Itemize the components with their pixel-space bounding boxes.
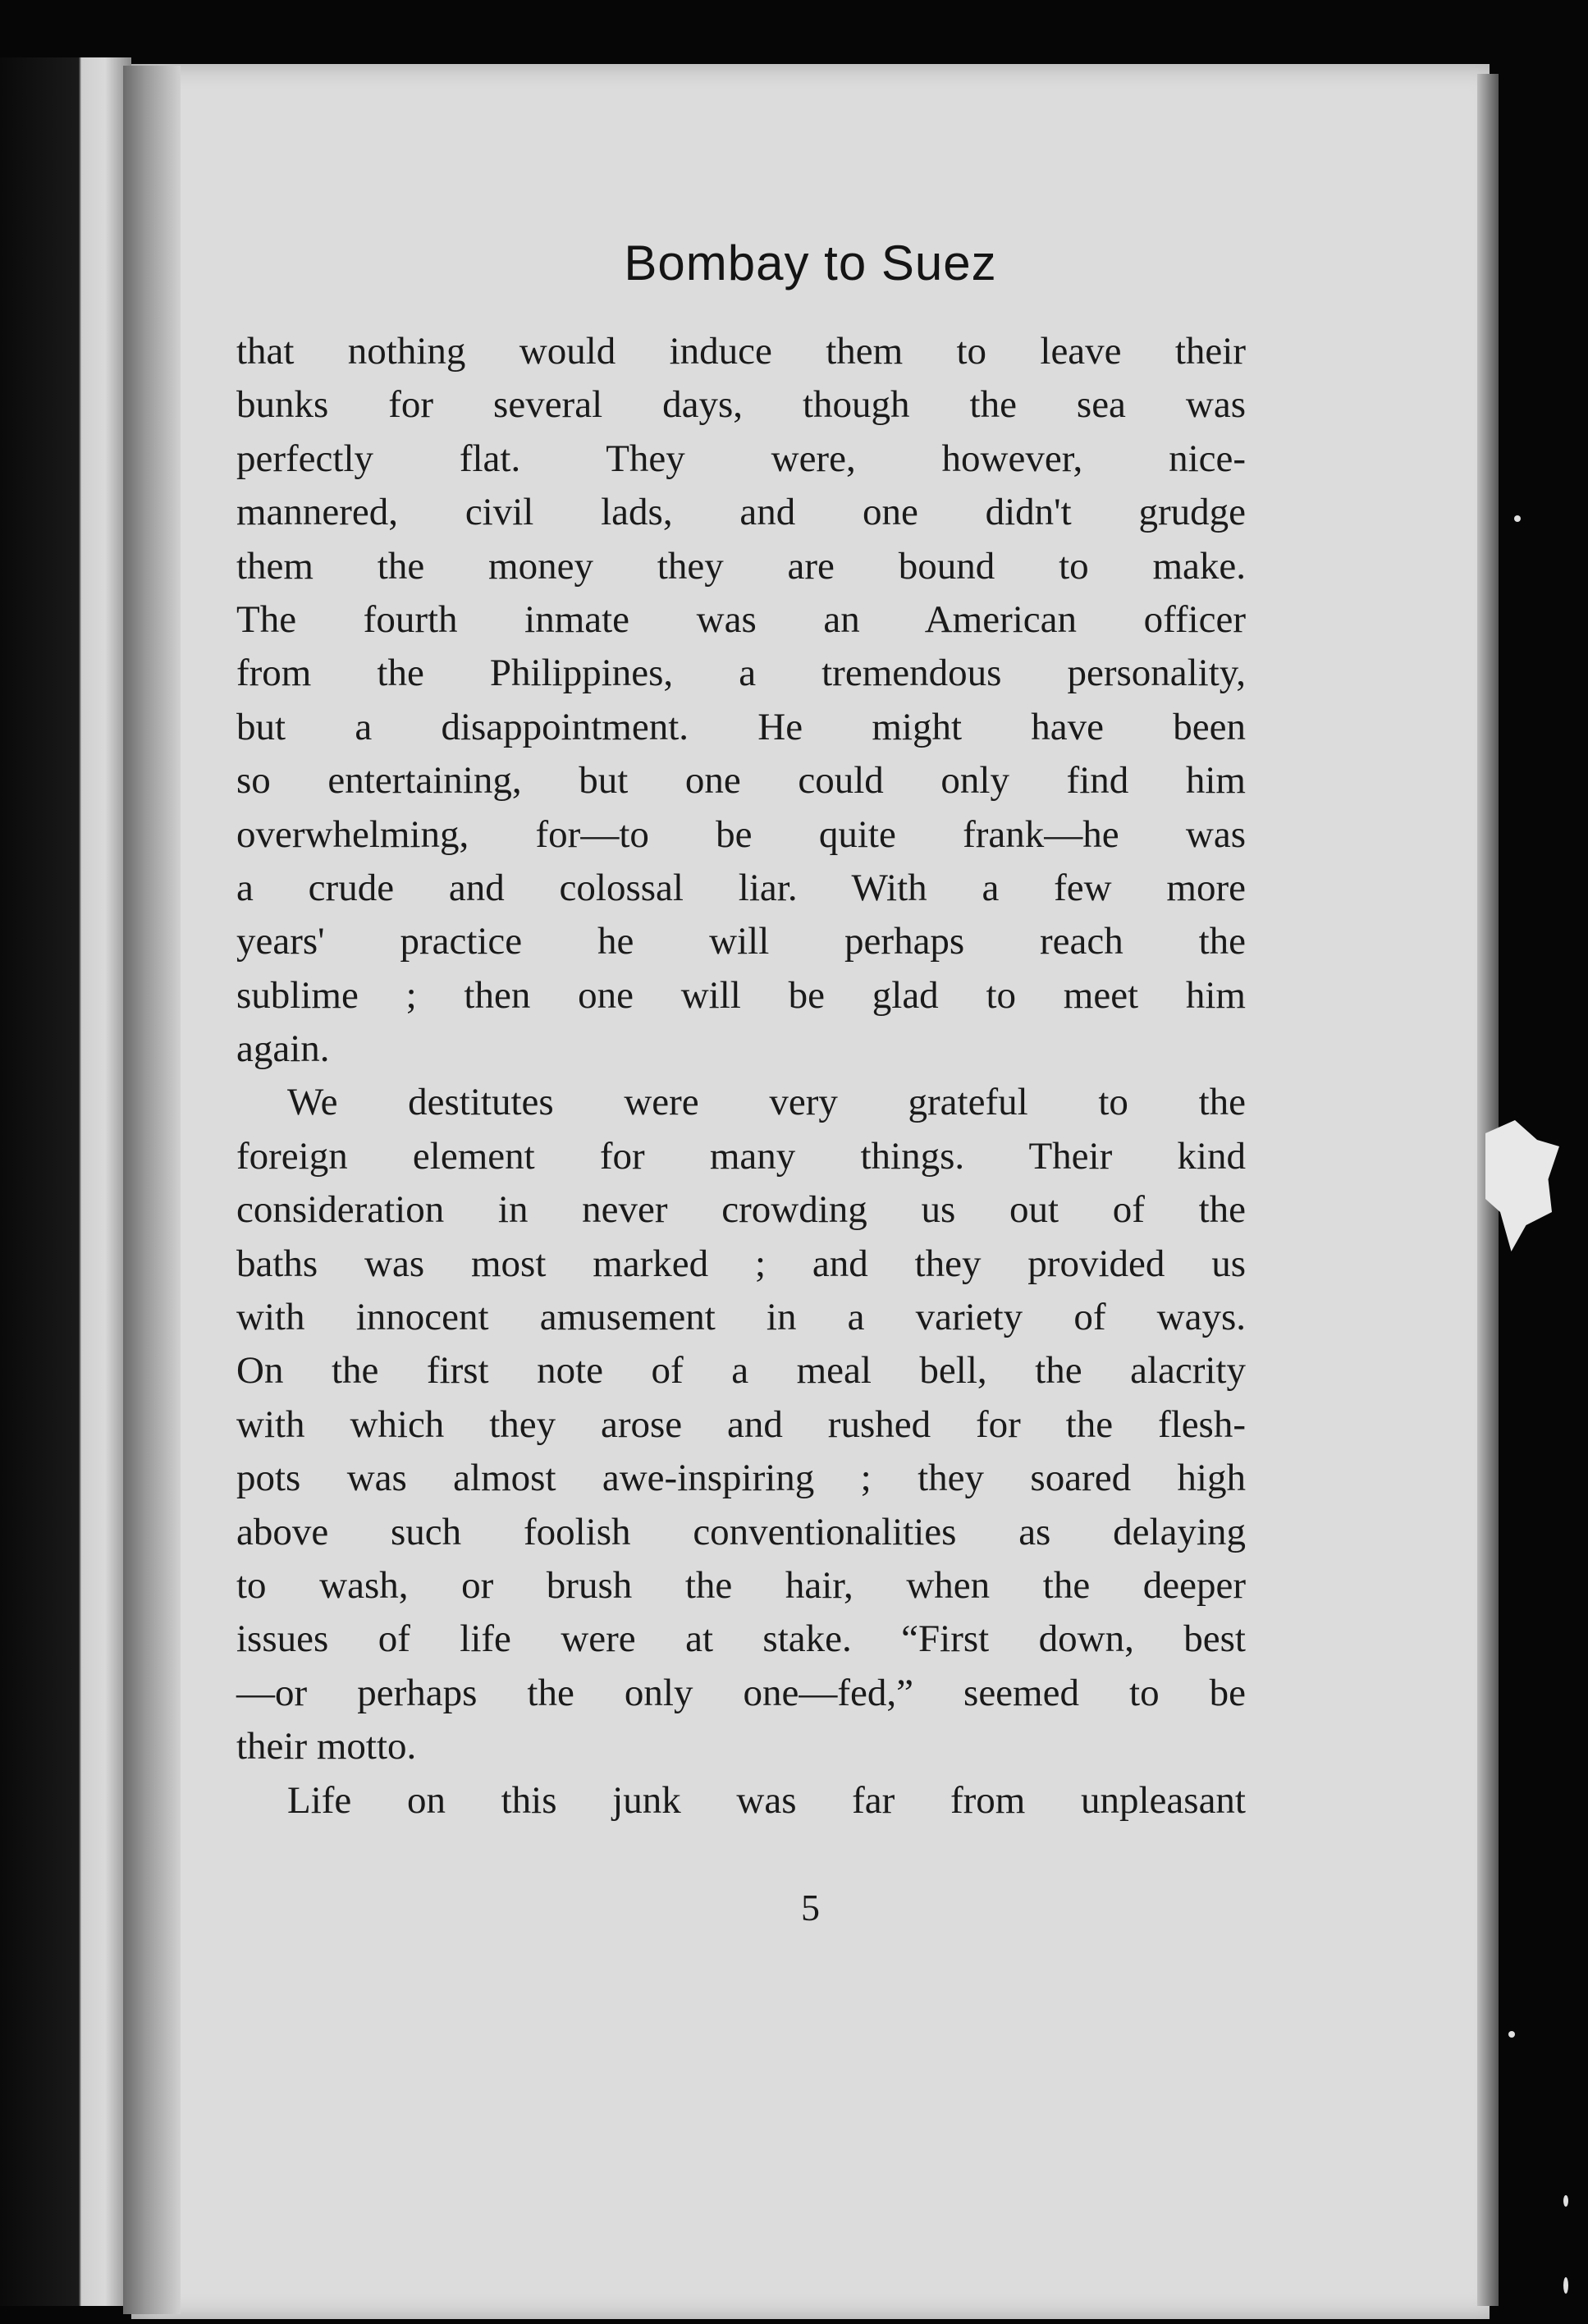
text-line: so entertaining, but one could only find him — [236, 759, 1246, 803]
page-number: 5 — [801, 1887, 820, 1928]
text-line: mannered, civil lads, and one didn't grudge — [236, 491, 1246, 534]
text-line: perfectly flat. They were, however, nice- — [236, 437, 1246, 480]
text-line: them the money they are bound to make. — [236, 544, 1246, 588]
text-line: with which they arose and rushed for the flesh- — [236, 1402, 1246, 1446]
dust-speck — [1563, 2277, 1568, 2294]
text-line: issues of life were at stake. “First down, best — [236, 1617, 1246, 1661]
text-line: again. — [236, 1027, 330, 1071]
body-text — [236, 325, 1246, 1828]
text-line: that nothing would induce them to leave their — [236, 330, 1246, 373]
dust-speck — [1563, 2195, 1568, 2207]
text-line: bunks for several days, though the sea was — [236, 383, 1246, 427]
text-line: The fourth inmate was an American officer — [236, 597, 1246, 641]
text-line: Life on this junk was far from unpleasant — [287, 1778, 1246, 1822]
text-line: consideration in never crowding us out of the — [236, 1188, 1246, 1232]
text-line: pots was almost awe-inspiring ; they soared high — [236, 1457, 1246, 1500]
dust-speck — [1508, 2031, 1515, 2038]
dust-speck — [1514, 515, 1521, 522]
facing-page-edge — [0, 57, 131, 2306]
text-line: with innocent amusement in a variety of ways. — [236, 1296, 1246, 1339]
text-line: On the first note of a meal bell, the alacrity — [236, 1349, 1246, 1393]
text-line: foreign element for many things. Their kind — [236, 1134, 1246, 1178]
text-line: years' practice he will perhaps reach the — [236, 920, 1246, 963]
book-page — [131, 64, 1490, 2319]
text-line: to wash, or brush the hair, when the deeper — [236, 1563, 1246, 1607]
text-line: a crude and colossal liar. With a few more — [236, 866, 1246, 909]
text-line: from the Philippines, a tremendous personality, — [236, 652, 1246, 695]
text-line: but a disappointment. He might have been — [236, 705, 1246, 748]
text-line: overwhelming, for—to be quite frank—he was — [236, 812, 1246, 856]
text-line: —or perhaps the only one—fed,” seemed to be — [236, 1671, 1246, 1714]
text-line: sublime ; then one will be glad to meet him — [236, 973, 1246, 1017]
book-gutter-shadow — [123, 66, 181, 2314]
text-line: above such foolish conventionalities as delaying — [236, 1510, 1246, 1553]
text-line: their motto. — [236, 1725, 417, 1768]
text-line: We destitutes were very grateful to the — [287, 1081, 1246, 1124]
running-head: Bombay to Suez — [624, 236, 997, 290]
text-line: baths was most marked ; and they provided us — [236, 1242, 1246, 1285]
